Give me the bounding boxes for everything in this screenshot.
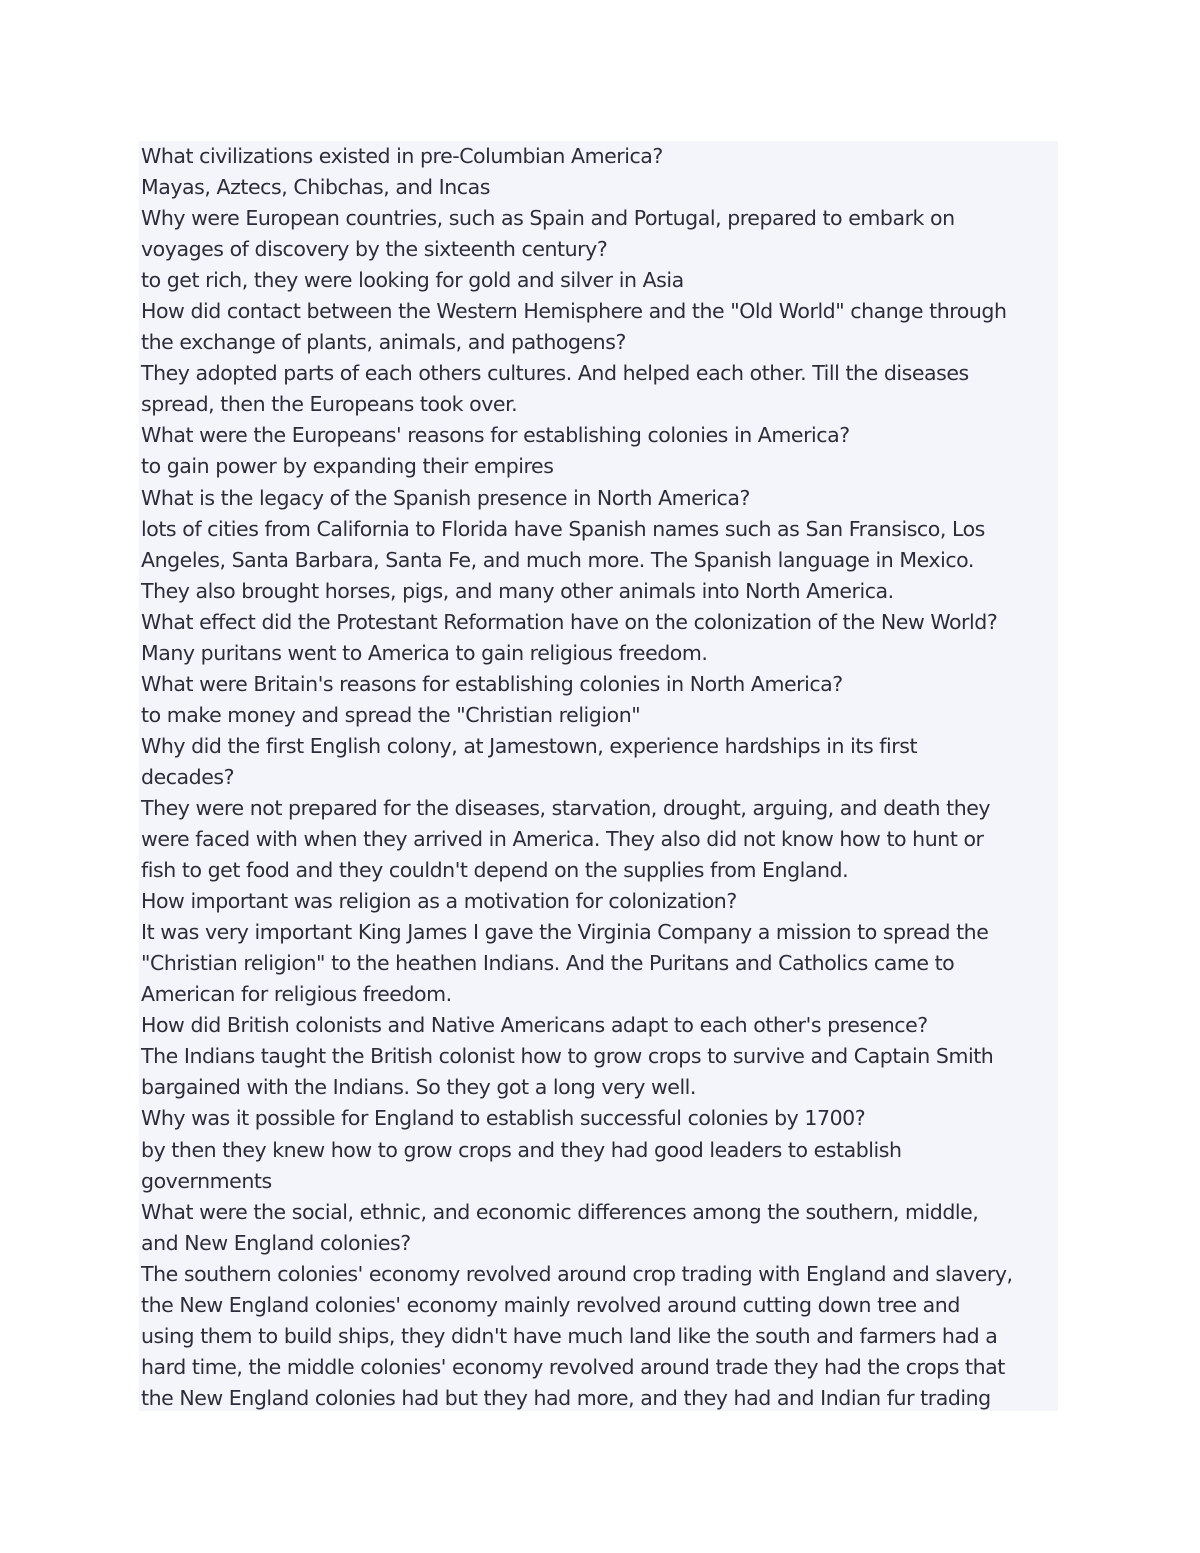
text-line: How did contact between the Western Hemisphere and the "Old World" change through bbox=[141, 299, 1007, 324]
text-line: Why did the first English colony, at Jamestown, experience hardships in its first bbox=[141, 733, 918, 758]
text-line: using them to build ships, they didn't have much land like the south and farmers had a bbox=[141, 1323, 998, 1348]
text-line: to gain power by expanding their empires bbox=[141, 454, 554, 479]
text-line: spread, then the Europeans took over. bbox=[141, 392, 518, 417]
text-line: bargained with the Indians. So they got a long very well. bbox=[141, 1075, 696, 1100]
text-line: What effect did the Protestant Reformation have on the colonization of the New World? bbox=[141, 609, 998, 634]
text-line: They adopted parts of each others cultures. And helped each other. Till the diseases bbox=[141, 361, 969, 386]
text-line: fish to get food and they couldn't depend on the supplies from England. bbox=[141, 858, 849, 883]
text-line: voyages of discovery by the sixteenth century? bbox=[141, 237, 608, 262]
document-lines bbox=[139, 141, 1058, 1411]
text-line: It was very important King James I gave the Virginia Company a mission to spread the bbox=[141, 920, 989, 945]
text-line: What were Britain's reasons for establishing colonies in North America? bbox=[141, 671, 843, 696]
text-line: How important was religion as a motivation for colonization? bbox=[141, 889, 737, 914]
text-line: the exchange of plants, animals, and pathogens? bbox=[141, 330, 626, 355]
text-line: They were not prepared for the diseases, starvation, drought, arguing, and death they bbox=[141, 795, 991, 820]
text-line: They also brought horses, pigs, and many other animals into North America. bbox=[141, 578, 894, 603]
text-line: The Indians taught the British colonist how to grow crops to survive and Captain Smith bbox=[141, 1044, 994, 1069]
text-line: to make money and spread the "Christian religion" bbox=[141, 702, 641, 727]
text-line: How did British colonists and Native Americans adapt to each other's presence? bbox=[141, 1013, 928, 1038]
text-line: were faced with when they arrived in America. They also did not know how to hunt or bbox=[141, 827, 984, 852]
text-line: The southern colonies' economy revolved around crop trading with England and slavery, bbox=[141, 1261, 1013, 1286]
text-line: Many puritans went to America to gain religious freedom. bbox=[141, 640, 708, 665]
text-line: What civilizations existed in pre-Columbian America? bbox=[141, 144, 663, 168]
text-line: What were the Europeans' reasons for establishing colonies in America? bbox=[141, 423, 850, 448]
text-line: to get rich, they were looking for gold and silver in Asia bbox=[141, 268, 684, 293]
text-line: and New England colonies? bbox=[141, 1230, 411, 1255]
text-line: decades? bbox=[141, 764, 235, 789]
text-line: lots of cities from California to Florida have Spanish names such as San Fransisco, Los bbox=[141, 516, 985, 541]
text-line: American for religious freedom. bbox=[141, 982, 452, 1007]
text-line: What were the social, ethnic, and economic differences among the southern, middle, bbox=[141, 1199, 979, 1224]
text-line: by then they knew how to grow crops and they had good leaders to establish bbox=[141, 1137, 902, 1162]
document-text-block bbox=[139, 141, 1058, 1411]
text-line: Why were European countries, such as Spain and Portugal, prepared to embark on bbox=[141, 206, 955, 231]
text-line: Mayas, Aztecs, Chibchas, and Incas bbox=[141, 175, 490, 200]
text-line: "Christian religion" to the heathen Indians. And the Puritans and Catholics came to bbox=[141, 951, 955, 976]
text-line: Angeles, Santa Barbara, Santa Fe, and much more. The Spanish language in Mexico. bbox=[141, 547, 974, 572]
text-line: the New England colonies had but they had more, and they had and Indian fur trading bbox=[141, 1385, 991, 1410]
text-line: hard time, the middle colonies' economy revolved around trade they had the crops that bbox=[141, 1354, 1005, 1379]
text-line: Why was it possible for England to establish successful colonies by 1700? bbox=[141, 1106, 866, 1131]
text-line: the New England colonies' economy mainly revolved around cutting down tree and bbox=[141, 1292, 960, 1317]
text-line: What is the legacy of the Spanish presence in North America? bbox=[141, 485, 750, 510]
text-line: governments bbox=[141, 1168, 272, 1193]
